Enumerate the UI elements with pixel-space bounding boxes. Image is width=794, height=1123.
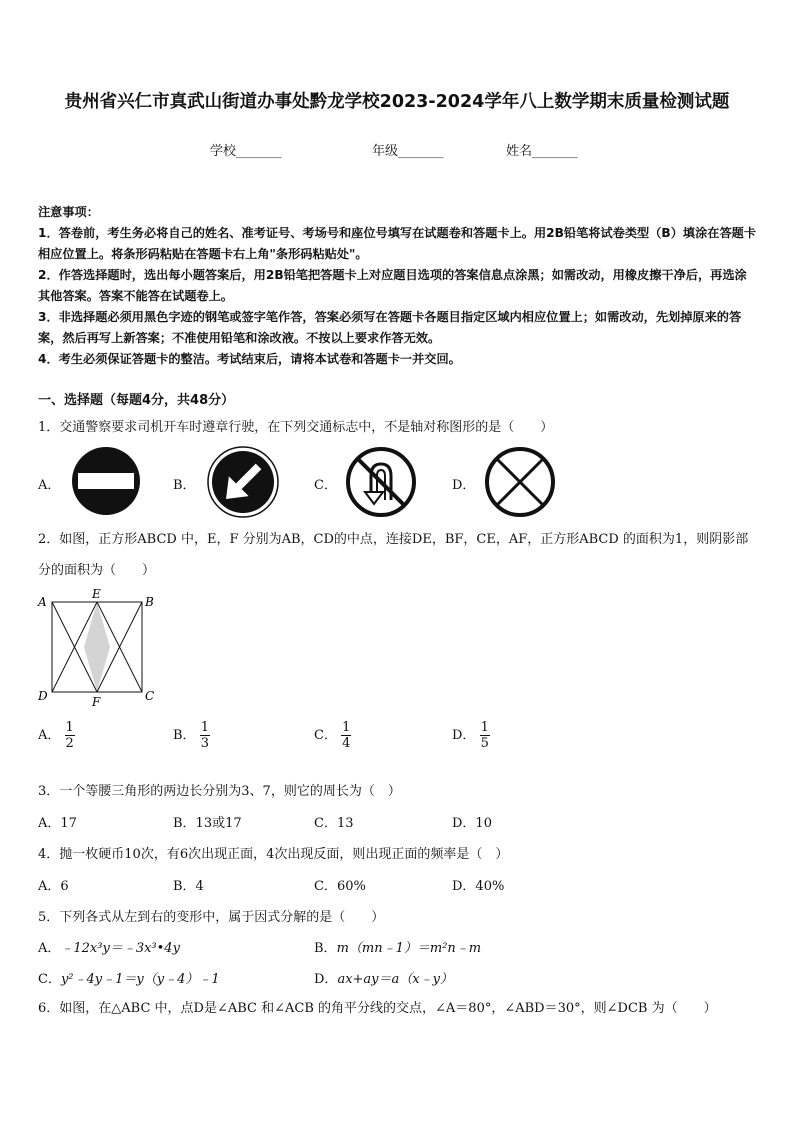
q1-option-b-label: B． — [173, 478, 196, 493]
label-e: E — [92, 587, 101, 601]
q4-option-d: D．40% — [452, 879, 505, 894]
question-5-stem: 5．下列各式从左到右的变形中，属于因式分解的是（ ） — [38, 910, 385, 925]
label-d: D — [38, 689, 48, 703]
q4-option-b: B．4 — [173, 879, 204, 894]
label-b: B — [145, 595, 154, 609]
label-a: A — [38, 595, 47, 609]
name-field: 姓名_______ — [506, 144, 578, 159]
question-4-stem: 4．抛一枚硬币10次，有6次出现正面，4次出现反面，则出现正面的频率是（ ） — [38, 847, 509, 862]
q4-option-a: A．6 — [38, 879, 69, 894]
cross-circle-sign-icon — [484, 446, 556, 518]
page-title: 贵州省兴仁市真武山街道办事处黔龙学校2023-2024学年八上数学期末质量检测试题 — [64, 92, 730, 112]
q2-option-c: C． $\frac{1}{4}$ — [314, 720, 351, 751]
question-2-stem: 2．如图，正方形ABCD 中，E，F 分别为AB，CD的中点，连接DE，BF，CE，AF，正方形ABCD 的面积为1，则阴影部分的面积为（ ） — [38, 532, 749, 578]
note-item-3: 3．非选择题必须用黑色字迹的钢笔或签字笔作答，答案必须写在答题卡各题目指定区域内相应位置上；如需改动，先划掉原来的答案，然后再写上新答案；不准使用铅笔和涂改液。不按以上要求作答无效。 — [38, 310, 742, 345]
q2-option-a: A． $\frac{1}{2}$ — [38, 720, 74, 751]
q5-option-c: C．y²﹣4y﹣1＝y（y﹣4）﹣1 — [38, 972, 220, 987]
q3-option-c: C．13 — [314, 816, 354, 831]
q1-option-c-label: C． — [314, 478, 337, 493]
q4-option-c: C．60% — [314, 879, 366, 894]
shaded-region — [84, 602, 110, 692]
label-c: C — [145, 689, 155, 703]
question-3-stem: 3．一个等腰三角形的两边长分别为3、7，则它的周长为（ ） — [38, 784, 401, 799]
q2-option-b: B． $\frac{1}{3}$ — [173, 720, 209, 751]
question-6-stem: 6．如图，在△ABC 中，点D是∠ABC 和∠ACB 的角平分线的交点，∠A＝80°，∠ABD＝30°，则∠DCB 为（ ） — [38, 1001, 717, 1016]
notes-block — [38, 202, 758, 370]
label-f: F — [92, 695, 101, 709]
note-item-2: 2．作答选择题时，选出每小题答案后，用2B铅笔把答题卡上对应题目选项的答案信息点涂黑；如需改动，用橡皮擦干净后，再选涂其他答案。答案不能答在试题卷上。 — [38, 268, 747, 303]
no-entry-sign-icon — [71, 446, 141, 516]
square-abcd-figure — [36, 586, 160, 710]
no-u-turn-sign-icon — [345, 446, 417, 518]
diagonal-arrow-sign-icon — [207, 446, 279, 518]
q3-option-a: A．17 — [38, 816, 77, 831]
q3-option-d: D．10 — [452, 816, 492, 831]
school-field: 学校_______ — [210, 144, 282, 159]
q1-option-d-label: D． — [452, 478, 476, 493]
q3-option-b: B．13或17 — [173, 816, 242, 831]
q1-option-a-label: A． — [38, 478, 61, 493]
q5-option-d: D．ax+ay＝a（x﹣y） — [314, 972, 453, 987]
question-1-stem: 1．交通警察要求司机开车时遵章行驶，在下列交通标志中，不是轴对称图形的是（ ） — [38, 420, 554, 435]
grade-field: 年级_______ — [372, 144, 444, 159]
q5-option-b: B．m（mn﹣1）＝m²n﹣m — [314, 941, 482, 956]
q2-option-d: D． $\frac{1}{5}$ — [452, 720, 489, 751]
q5-option-a: A．﹣12x³y＝﹣3x³•4y — [38, 941, 180, 956]
notes-heading: 注意事项： — [38, 205, 99, 219]
note-item-4: 4．考生必须保证答题卡的整洁。考试结束后，请将本试卷和答题卡一并交回。 — [38, 352, 461, 366]
note-item-1: 1．答卷前，考生务必将自己的姓名、准考证号、考场号和座位号填写在试题卷和答题卡上。用2B铅笔将试卷类型（B）填涂在答题卡相应位置上。将条形码粘贴在答题卡右上角"条形码粘贴处"。 — [38, 226, 757, 261]
section-heading: 一、选择题（每题4分，共48分） — [38, 393, 235, 408]
